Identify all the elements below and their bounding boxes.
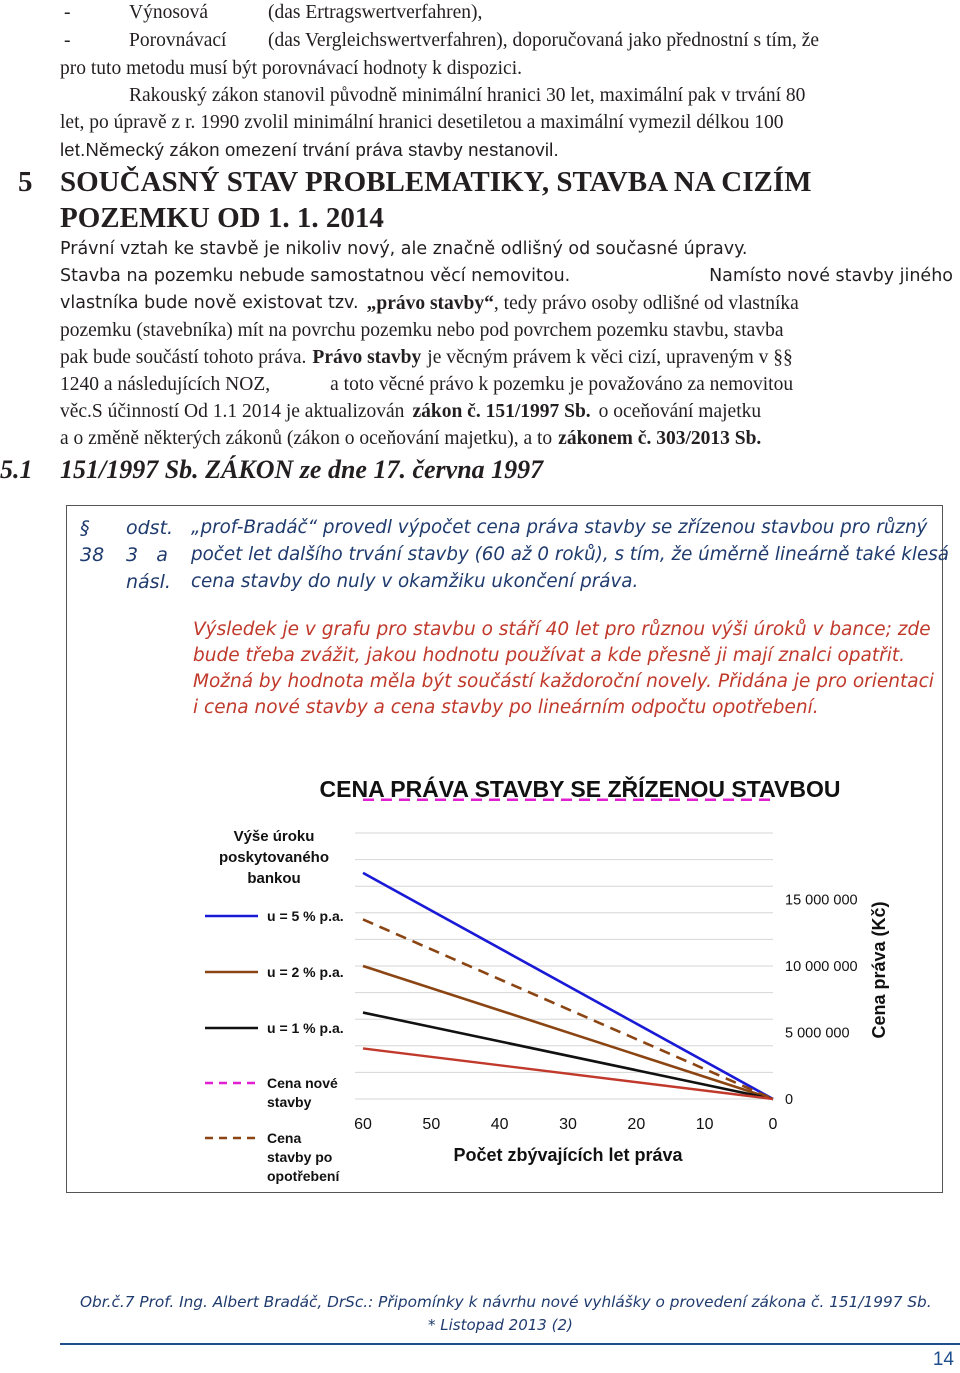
figure-quote-line-1: „prof-Bradáč“ provedl výpočet cena práva stavby se zřízenou stavbou pro různý (191, 517, 928, 538)
legend-title-row: Výše úroku (233, 828, 315, 845)
para-row (60, 371, 953, 398)
term-pravo-stavby: „právo stavby“ (366, 293, 494, 314)
bullet-dash-2: - (64, 30, 71, 51)
para-text: o oceňování majetku (598, 401, 762, 422)
x-tick-label: 20 (627, 1116, 646, 1133)
x-tick-label: 10 (695, 1116, 714, 1133)
legend-title-row: bankou (247, 870, 301, 887)
section-paragraph (60, 236, 953, 452)
y-tick-label: 0 (785, 1092, 794, 1108)
legend-label-row: opotřebení (267, 1168, 340, 1184)
subsection-title: 151/1997 Sb. ZÁKON ze dne 17. června 1997 (60, 455, 544, 484)
intro-line-6: let.Německý zákon omezení trvání práva stavby nestanovil. (60, 139, 559, 160)
para-text: pozemku (stavebníka) mít na povrchu pozemku nebo pod povrchem pozemku stavbu, stavba (60, 320, 784, 341)
para-text: a o změně některých zákonů (zákon o oceňování majetku), a to (60, 428, 553, 449)
legend-label: u = 1 % p.a. (267, 1020, 344, 1036)
legend-title-row: poskytovaného (218, 849, 330, 866)
para-text: věc.S účinností Od 1.1 2014 je aktualizován (60, 401, 405, 422)
para-text: je věcným právem k věci cizí, upraveným v §§ (427, 347, 793, 368)
chart-xlabel: Počet zbývajících let práva (453, 1145, 683, 1165)
para-text: vlastníka bude nově existovat tzv. (60, 293, 359, 313)
law-reference-2: zákonem č. 303/2013 Sb. (558, 428, 762, 449)
para-row (60, 290, 953, 317)
legend-label: u = 5 % p.a. (267, 908, 344, 924)
bullet-dash-1: - (64, 2, 71, 23)
y-tick-label: 15 000 000 (785, 892, 858, 909)
para-text: a toto věcné právo k pozemku je považováno za nemovitou (330, 374, 794, 395)
figure-note-line-1: Výsledek je v grafu pro stavbu o stáří 40 let pro různou výši úroků v bance; zde (193, 619, 931, 640)
legend-label-row: stavby po (267, 1149, 333, 1165)
bullet2-note: (das Vergleichswertverfahren), doporučovaná jako přednostní s tím, že (268, 30, 820, 51)
intro-line-5: let, po úpravě z r. 1990 zvolil minimální hranici desetiletou a maximální vymezil délkou 100 (60, 112, 784, 133)
bullet2-name: Porovnávací (129, 30, 227, 51)
subsection-number: 5.1 (0, 455, 33, 484)
para-row (60, 398, 953, 425)
intro-line-4: Rakouský zákon stanovil původně minimální hranici 30 let, maximální pak v trvání 80 (129, 85, 806, 106)
x-tick-label: 60 (354, 1116, 372, 1133)
x-tick-label: 30 (559, 1116, 577, 1133)
para-row (60, 425, 953, 452)
para-row (60, 317, 953, 344)
term-pravo-stavby-2: Právo stavby (312, 347, 422, 368)
para-text: , tedy právo osoby odlišné od vlastníka (493, 293, 799, 314)
figure-note-line-2: bude třeba zvážit, jakou hodnotu používat a kde přesně ji mají znalci opatřit. (193, 645, 906, 666)
section-title-line-1: SOUČASNÝ STAV PROBLEMATIKY, STAVBA NA CIZÍM (60, 166, 812, 198)
bullet1-note: (das Ertragswertverfahren), (268, 2, 483, 23)
legend-label: u = 2 % p.a. (267, 964, 344, 980)
para-text: Stavba na pozemku nebude samostatnou věcí nemovitou. (60, 266, 571, 286)
para-text: Namísto nové stavby jiného (709, 266, 953, 286)
section-number: 5 (18, 166, 33, 198)
chart-title: CENA PRÁVA STAVBY SE ZŘÍZENOU STAVBOU (319, 776, 841, 802)
figure-frame (66, 505, 943, 1193)
y-tick-label: 10 000 000 (785, 959, 858, 975)
figure-note-line-4: i cena nové stavby a cena stavby po lineárním odpočtu opotřebení. (193, 697, 819, 718)
legend-label-row: Cena (267, 1130, 302, 1146)
figure-ref-number: 38 (80, 544, 105, 566)
page-number: 14 (932, 1349, 954, 1370)
figure-ref-odst: odst. (126, 517, 174, 539)
para-row (60, 236, 953, 263)
figure-quote-line-2: počet let dalšího trvání stavby (60 až 0 roků), s tím, že úměrně lineárně také klesá (191, 544, 949, 565)
legend-label-row: Cena nové (267, 1075, 338, 1091)
figure-caption-line-1: Obr.č.7 Prof. Ing. Albert Bradáč, DrSc.: Připomínky k návrhu nové vyhlášky o provedení zákona č. 151/1997 Sb. (80, 1293, 932, 1311)
section-title-line-2: POZEMKU OD 1. 1. 2014 (60, 202, 384, 234)
x-tick-label: 50 (422, 1116, 441, 1133)
para-text: 1240 a následujících NOZ, (60, 374, 271, 395)
legend-label-row: stavby (267, 1094, 312, 1110)
x-tick-label: 0 (768, 1116, 778, 1133)
para-row (60, 263, 953, 290)
figure-ref-range: 3 a (126, 544, 168, 566)
figure-note-line-3: Možná by hodnota měla být součástí každoroční novely. Přidána je pro orientaci (193, 671, 934, 692)
figure-ref-nasl: násl. (126, 571, 171, 593)
law-reference: zákon č. 151/1997 Sb. (412, 401, 591, 422)
intro-line-3: pro tuto metodu musí být porovnávací hodnoty k dispozici. (60, 58, 522, 79)
figure-quote-line-3: cena stavby do nuly v okamžiku ukončení práva. (191, 571, 639, 592)
y-tick-label: 5 000 000 (785, 1025, 850, 1042)
para-text: pak bude součástí tohoto práva. (60, 347, 307, 368)
para-text: Právní vztah ke stavbě je nikoliv nový, ale značně odlišný od současné úpravy. (60, 239, 748, 259)
footer-rule (60, 1343, 960, 1345)
figure-caption-line-2: * Listopad 2013 (2) (428, 1316, 573, 1334)
para-row (60, 344, 953, 371)
chart-ylabel: Cena práva (Kč) (869, 901, 889, 1039)
bullet1-name: Výnosová (129, 2, 209, 23)
x-tick-label: 40 (490, 1116, 509, 1133)
figure-ref-paragraph-sign: § (80, 517, 90, 539)
